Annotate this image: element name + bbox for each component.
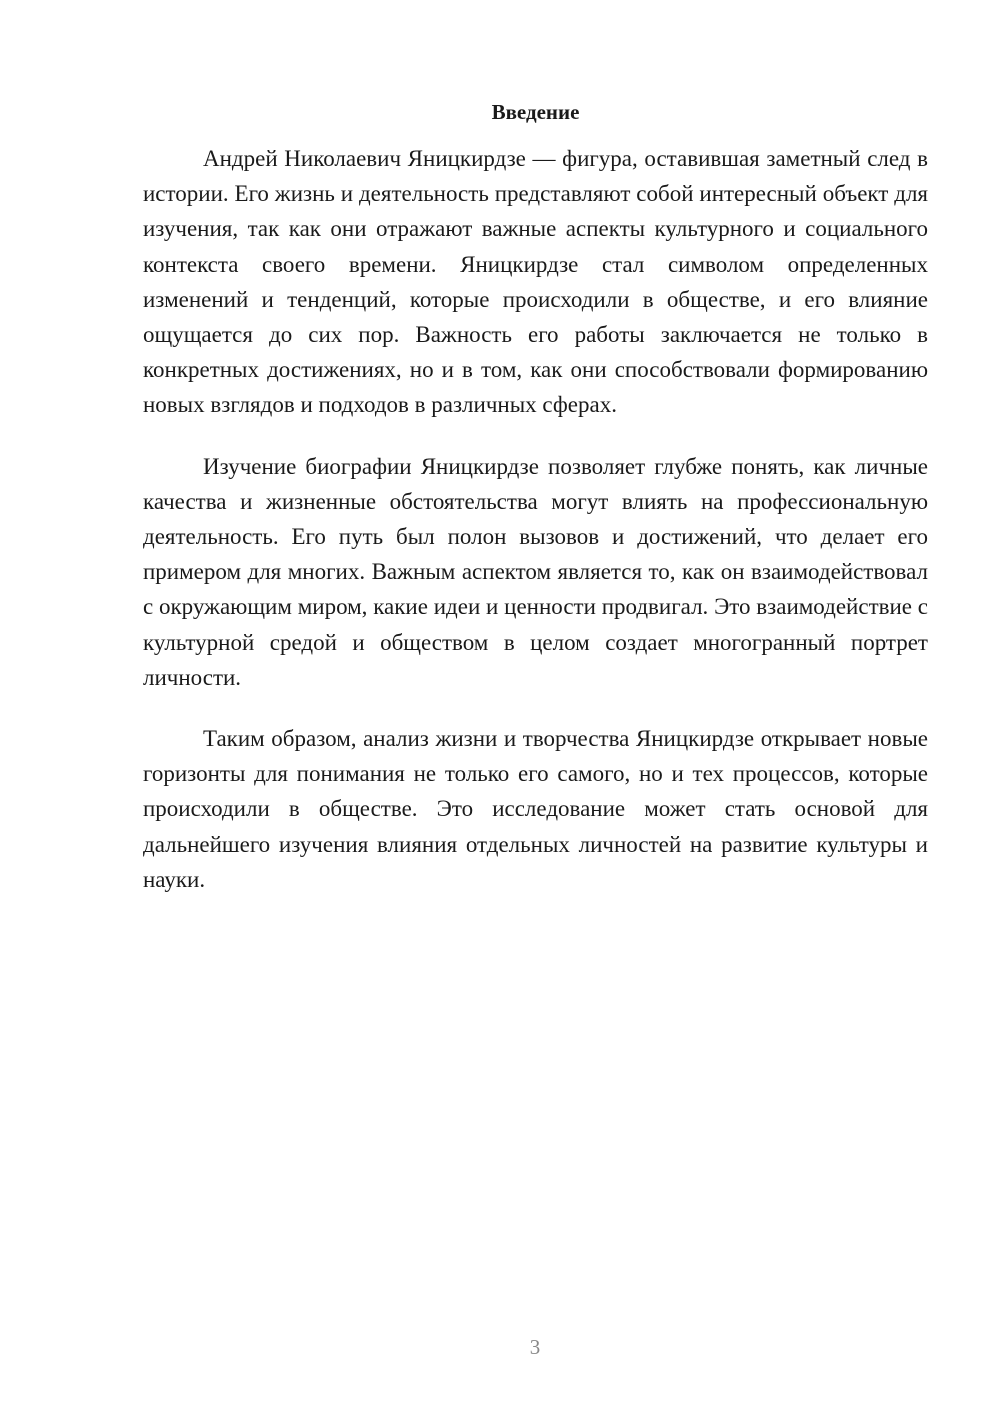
page-title: Введение bbox=[491, 100, 580, 124]
paragraph-1: Андрей Николаевич Яницкирдзе — фигура, оставившая заметный след в истории. Его жизнь и деятельность представляют собой интересный объект для изучения, так как они отражают важные аспекты культурного и социального контекста своего времени. Яницкирдзе стал символом определенных изменений и тенденций, которые происходили в обществе, и его влияние ощущается до сих пор. Важность его работы заключается не только в конкретных достижениях, но и в том, как они способствовали формированию новых взглядов и подходов в различных сферах. bbox=[143, 146, 928, 418]
paragraph-2: Изучение биографии Яницкирдзе позволяет глубже понять, как личные качества и жизненные обстоятельства могут влиять на профессиональную деятельность. Его путь был полон вызовов и достижений, что делает его примером для многих. Важным аспектом является то, как он взаимодействовал с окружающим миром, какие идеи и ценности продвигал. Это взаимодействие с культурной средой и обществом в целом создает многогранный портрет личности. bbox=[143, 453, 928, 690]
page-number: 3 bbox=[529, 1335, 541, 1359]
body-text bbox=[143, 141, 928, 923]
paragraph-3: Таким образом, анализ жизни и творчества Яницкирдзе открывает новые горизонты для понимания не только его самого, но и тех процессов, которые происходили в обществе. Это исследование может стать основой для дальнейшего изучения влияния отдельных личностей на развитие культуры и науки. bbox=[143, 726, 928, 892]
